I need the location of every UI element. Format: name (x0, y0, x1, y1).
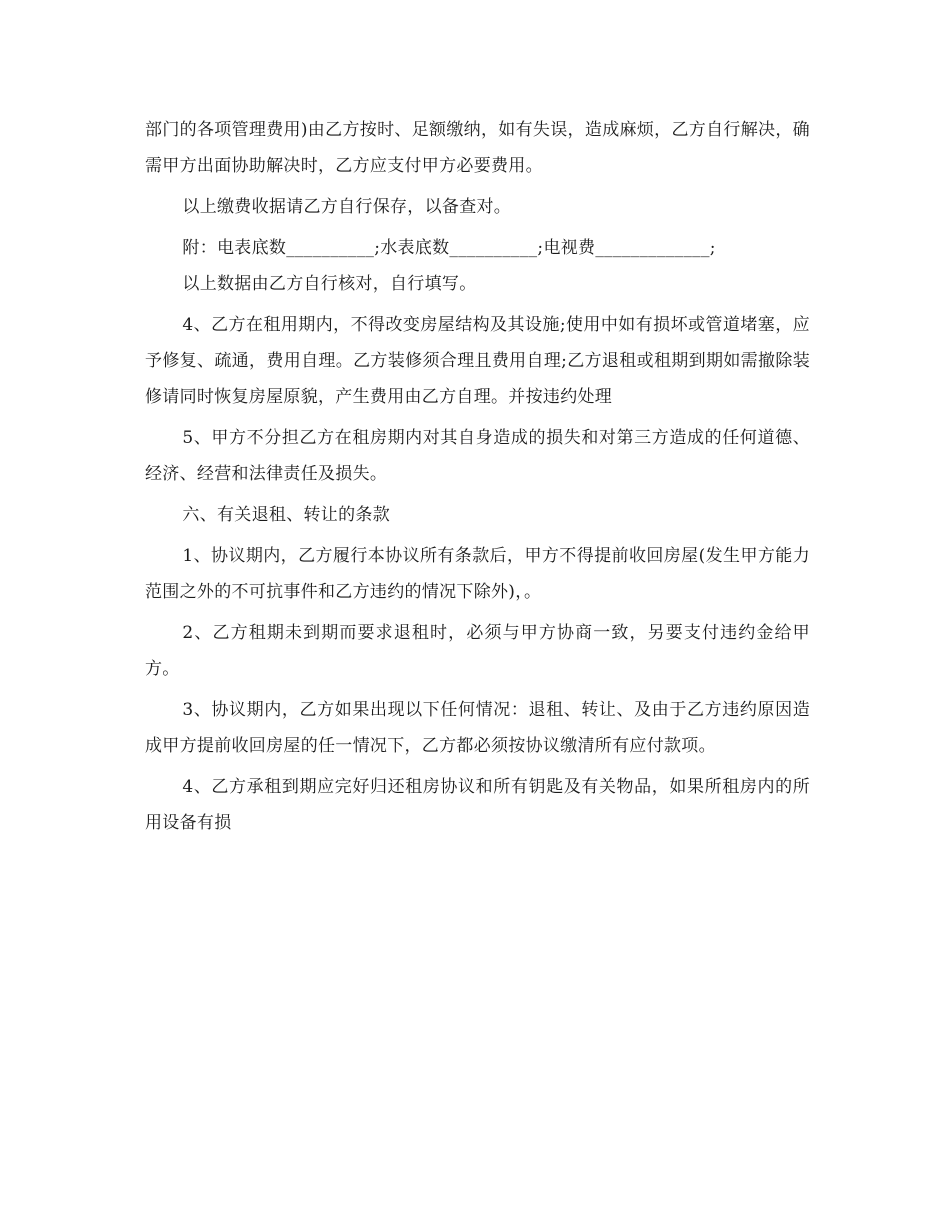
paragraph-meter-readings: 附：电表底数__________;水表底数__________;电视费_____________; (182, 238, 716, 258)
paragraph-receipts: 以上缴费收据请乙方自行保存，以备查对。 (182, 197, 512, 217)
document-body (145, 112, 810, 841)
paragraph-management-fees: 部门的各项管理费用)由乙方按时、足额缴纳，如有失误，造成麻烦，乙方自行解决，确需甲方出面协助解决时，乙方应支付甲方必要费用。 (145, 120, 810, 176)
paragraph-clause-5-liability: 5、甲方不分担乙方在租房期内对其自身造成的损失和对第三方造成的任何道德、经济、经营和法律责任及损失。 (145, 428, 810, 484)
section-heading-termination: 六、有关退租、转让的条款 (182, 505, 390, 525)
paragraph-termination-3: 3、协议期内，乙方如果出现以下任何情况：退租、转让、及由于乙方违约原因造成甲方提前收回房屋的任一情况下，乙方都必须按协议缴清所有应付款项。 (145, 700, 810, 756)
paragraph-clause-4-structure: 4、乙方在租用期内，不得改变房屋结构及其设施;使用中如有损坏或管道堵塞，应予修复、疏通，费用自理。乙方装修须合理且费用自理;乙方退租或租期到期如需撤除装修请同时恢复房屋原貌，产生费用由乙方自理。并按违约处理 (145, 315, 810, 407)
paragraph-termination-4: 4、乙方承租到期应完好归还租房协议和所有钥匙及有关物品，如果所租房内的所用设备有损 (145, 777, 810, 833)
paragraph-self-check: 以上数据由乙方自行核对，自行填写。 (182, 274, 477, 294)
paragraph-termination-2: 2、乙方租期未到期而要求退租时，必须与甲方协商一致，另要支付违约金给甲方。 (145, 623, 810, 679)
paragraph-termination-1: 1、协议期内，乙方履行本协议所有条款后，甲方不得提前收回房屋(发生甲方能力范围之外的不可抗事件和乙方违约的情况下除外)，。 (145, 546, 810, 602)
